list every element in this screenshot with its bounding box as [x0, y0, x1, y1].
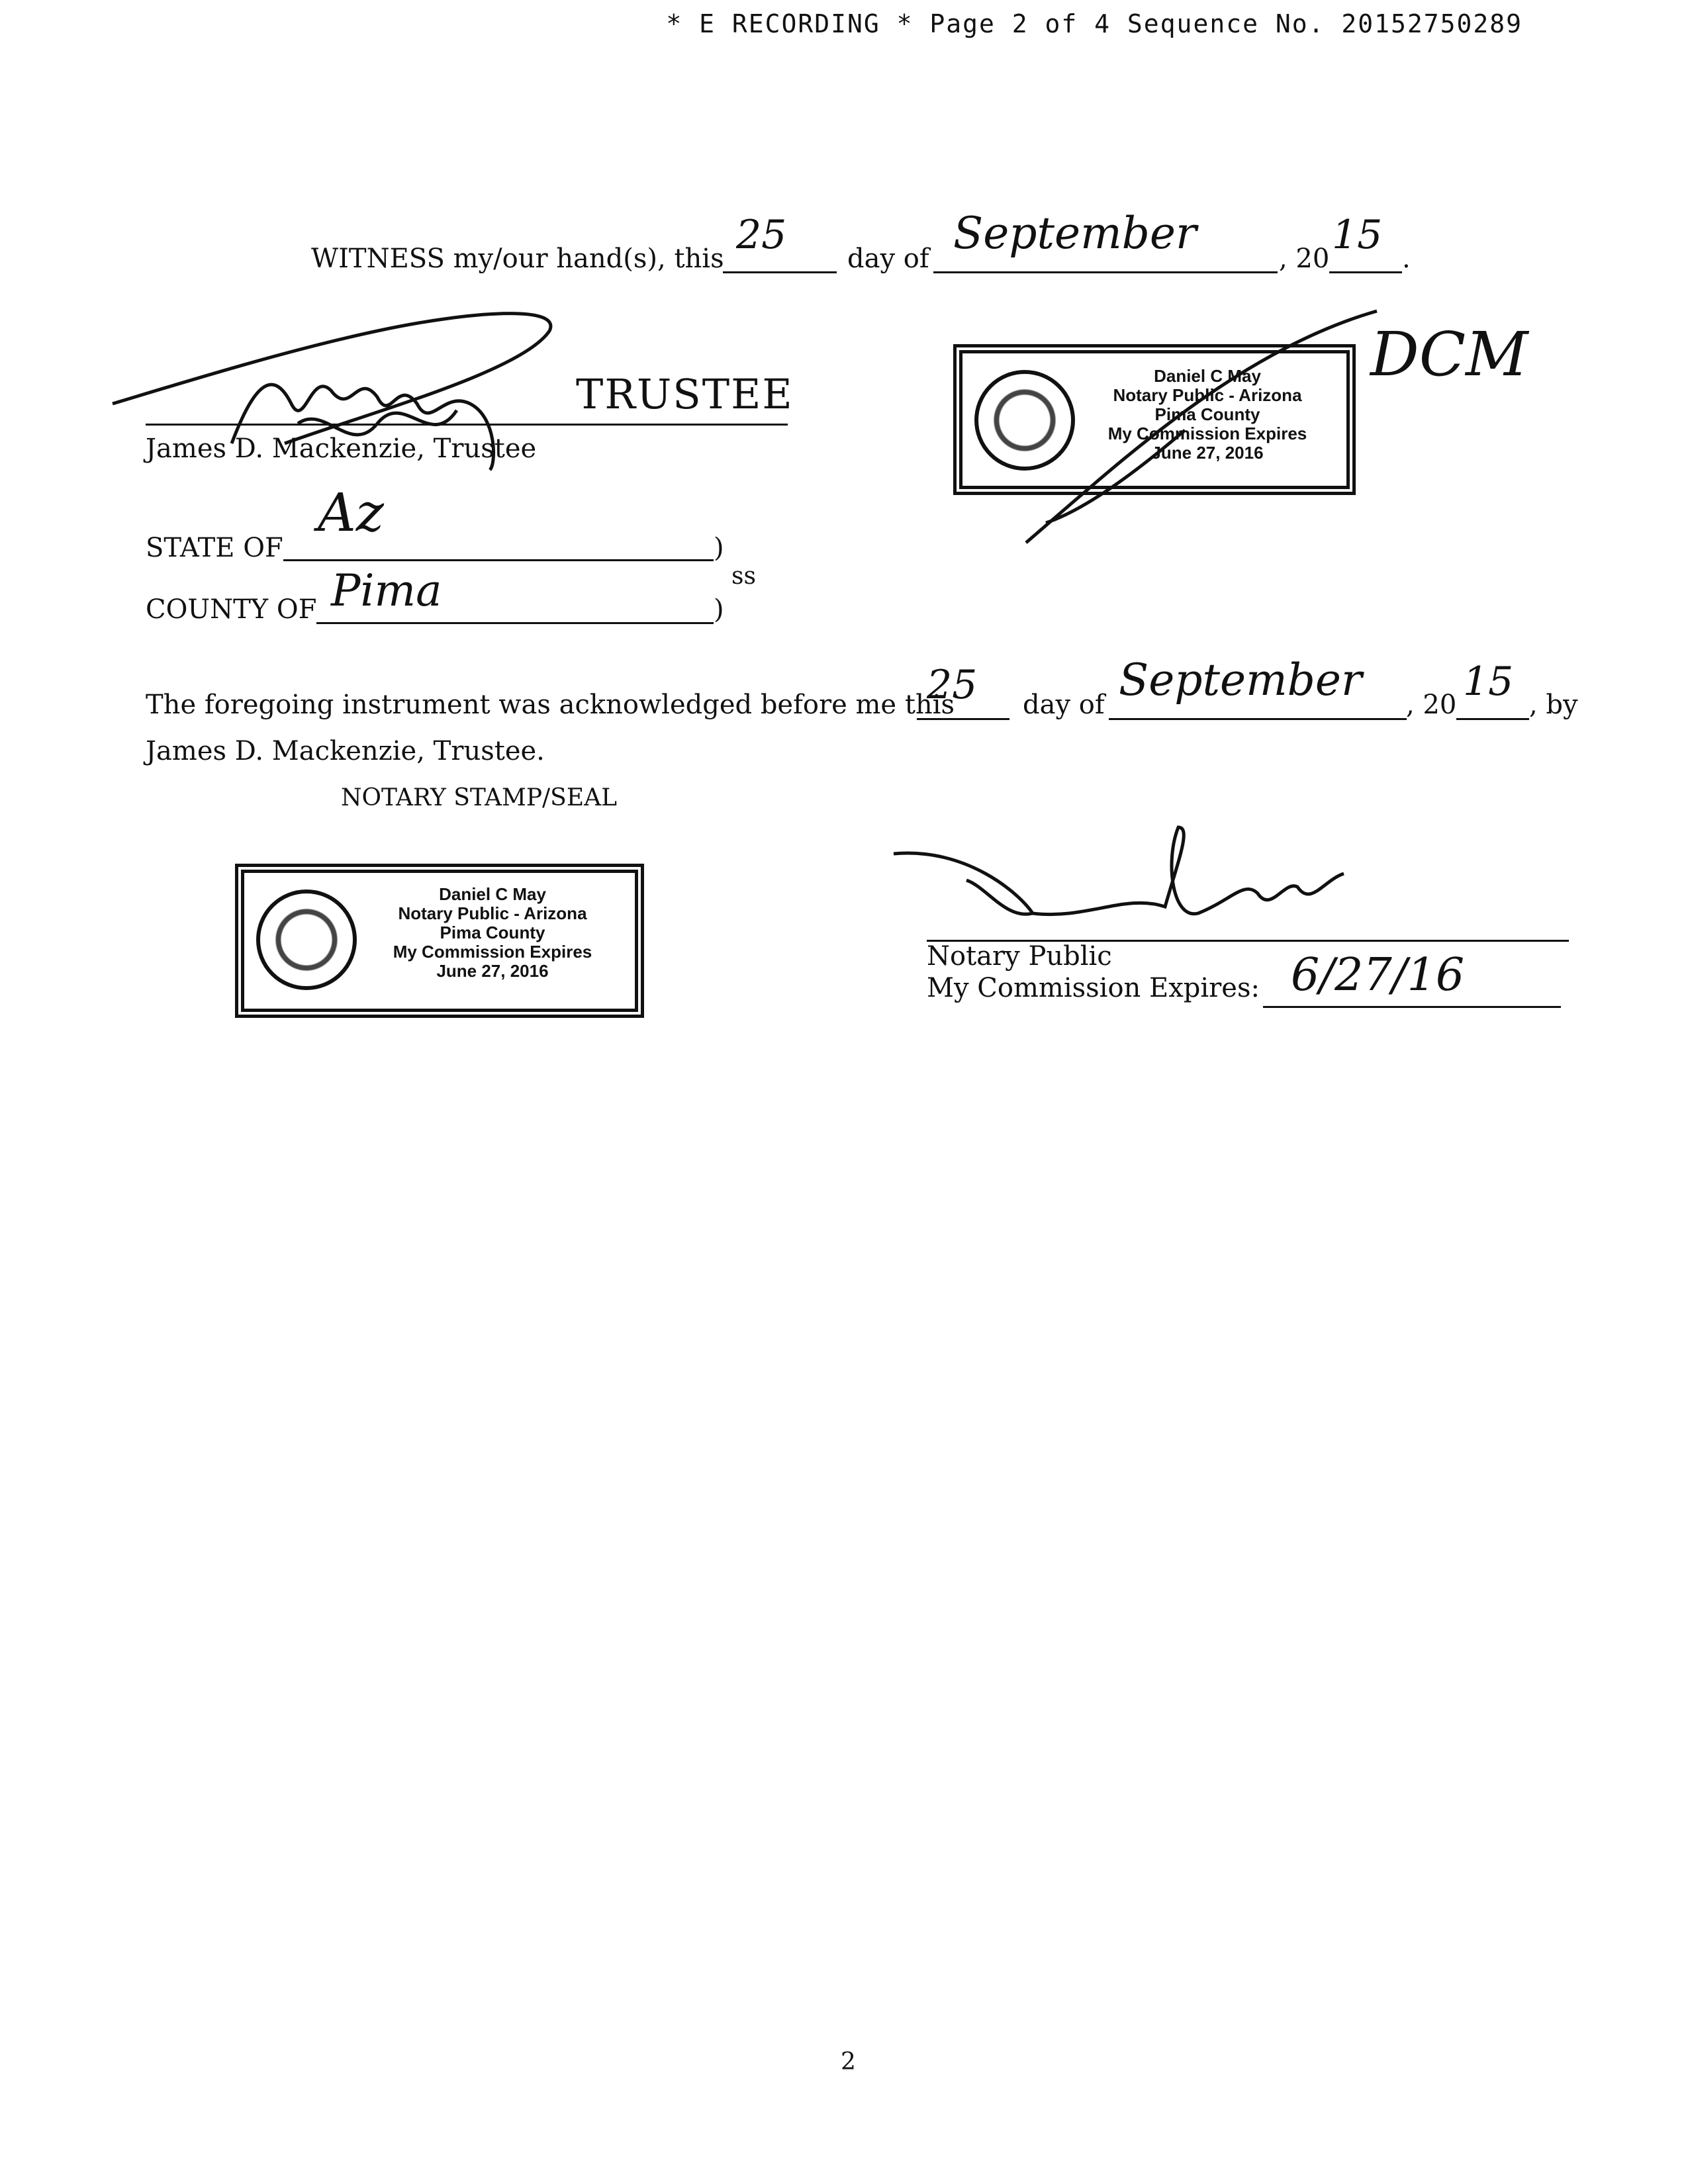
acknowledgment-prefix: The foregoing instrument was acknowledged before me this [146, 690, 955, 720]
notary-stamp-text [363, 885, 622, 981]
upper-stamp-strikethrough [1019, 298, 1390, 549]
ack-year-handwritten: 15 [1463, 659, 1514, 705]
state-paren: ) [714, 533, 724, 563]
state-label: STATE OF [146, 533, 283, 563]
ack-day-of: day of [1023, 690, 1105, 720]
trustee-printed-name: James D. Mackenzie, Trustee [146, 433, 537, 464]
recording-header: * E RECORDING * Page 2 of 4 Sequence No. 20152750289 [666, 9, 1523, 38]
witness-month-handwritten: September [953, 208, 1197, 259]
upper-stamp-line: Pima County [1154, 404, 1260, 425]
witness-period: . [1402, 244, 1411, 274]
notary-stamp-line: Notary Public - Arizona [398, 903, 587, 924]
notary-stamp [235, 864, 644, 1018]
upper-stamp-line: Daniel C May [1154, 366, 1261, 386]
notary-title: Notary Public [927, 941, 1112, 972]
witness-prefix: WITNESS my/our hand(s), this [311, 244, 724, 274]
ss-label: ss [731, 563, 756, 590]
notary-stamp-line: Pima County [440, 923, 545, 943]
notary-stamp-line: June 27, 2016 [436, 961, 549, 981]
upper-stamp-initials: DCM [1370, 319, 1528, 390]
ack-month-handwritten: September [1119, 655, 1362, 705]
notary-signature-line [927, 887, 1569, 942]
trustee-signature-line [146, 371, 788, 426]
upper-stamp-line: June 27, 2016 [1151, 443, 1264, 463]
page-number: 2 [841, 2048, 856, 2075]
notary-stamp-line: Daniel C May [439, 884, 546, 904]
witness-year-handwritten: 15 [1332, 212, 1383, 258]
county-paren: ) [714, 594, 724, 625]
witness-day-handwritten: 25 [736, 212, 787, 258]
notary-expires-label: My Commission Expires: [927, 973, 1260, 1003]
witness-day-of: day of [847, 244, 929, 274]
ack-by: , by [1529, 690, 1578, 720]
county-label: COUNTY OF [146, 594, 317, 625]
ack-line2: James D. Mackenzie, Trustee. [146, 736, 545, 766]
notary-seal-icon [256, 889, 357, 990]
upper-stamp-line: My Commission Expires [1107, 424, 1307, 444]
ack-year-prefix: , 20 [1406, 690, 1457, 720]
notary-stamp-seal-label: NOTARY STAMP/SEAL [341, 784, 618, 811]
ack-day-handwritten: 25 [927, 662, 978, 708]
county-handwritten: Pima [331, 565, 442, 616]
upper-stamp-line: Notary Public - Arizona [1113, 385, 1302, 406]
witness-year-prefix: , 20 [1279, 244, 1330, 274]
trustee-title-handwritten: TRUSTEE [576, 370, 794, 418]
state-handwritten: Az [318, 482, 384, 543]
notary-expires-handwritten: 6/27/16 [1291, 949, 1465, 1001]
notary-stamp-line: My Commission Expires [393, 942, 592, 962]
